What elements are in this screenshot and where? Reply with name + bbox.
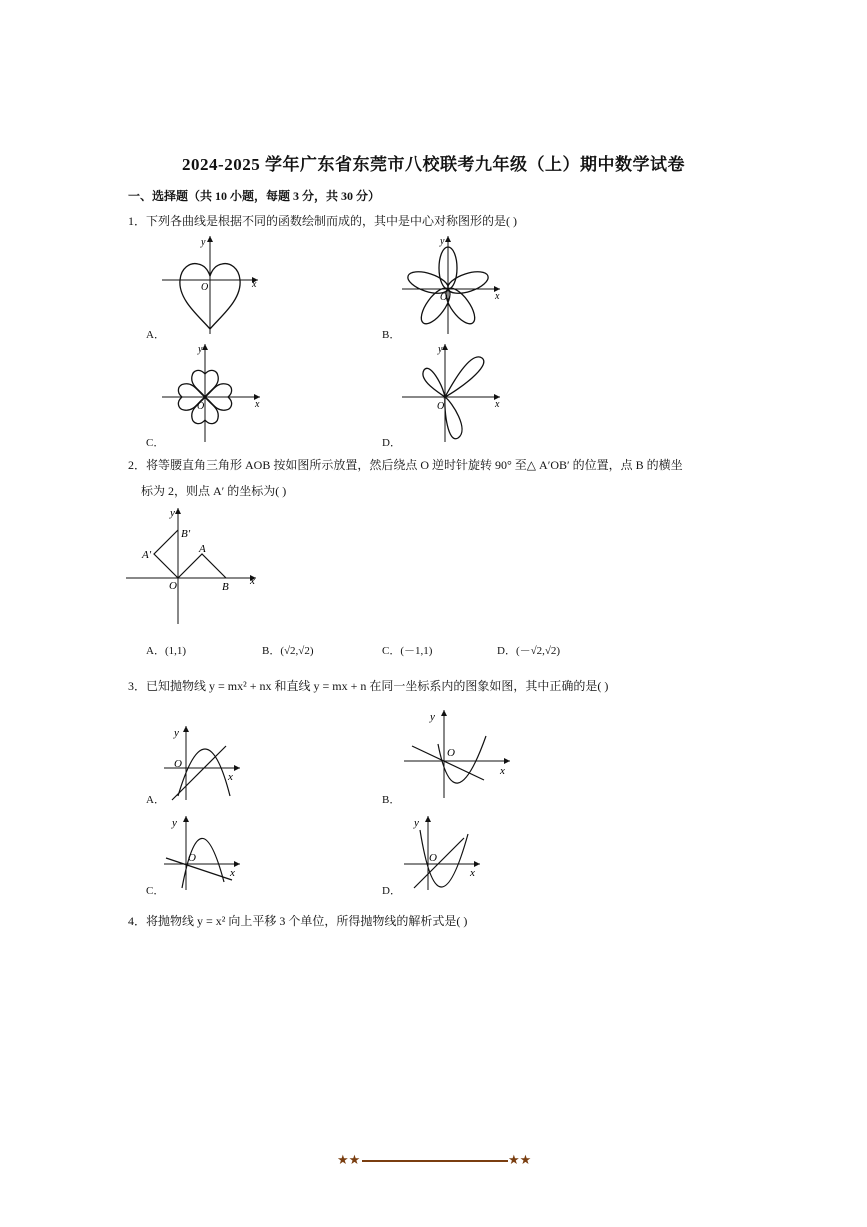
axis-x-label: x	[230, 867, 235, 879]
axis-x-label: x	[495, 399, 500, 410]
q2-option-c[interactable]: C．(－1,1)	[382, 645, 433, 657]
page-title: 2024-2025 学年广东省东莞市八校联考九年级（上）期中数学试卷	[182, 155, 685, 174]
axis-y-label: y	[201, 237, 206, 248]
question-3-text: 3．已知抛物线 y = mx² + nx 和直线 y = mx + n 在同一坐标系内的图象如图，其中正确的是( )	[128, 679, 609, 693]
axis-y-label: y	[430, 711, 435, 723]
axis-x-label: x	[252, 279, 257, 290]
axis-x-label: x	[250, 575, 255, 587]
q1-figure-d	[400, 340, 510, 445]
point-a-label: A	[199, 543, 206, 555]
axis-y-label: y	[172, 817, 177, 829]
axis-x-label: x	[255, 399, 260, 410]
q3-option-d[interactable]: D．	[382, 885, 401, 897]
q2-triangle-figure	[122, 504, 262, 629]
axis-y-label: y	[440, 236, 445, 247]
q1-option-b[interactable]: B．	[382, 329, 401, 341]
question-2-line-2: 标为 2，则点 A′ 的坐标为( )	[141, 484, 287, 498]
axis-y-label: y	[170, 507, 175, 519]
question-2-line-1: 2．将等腰直角三角形 AOB 按如图所示放置，然后绕点 O 逆时针旋转 90° 至△ A′OB′ 的位置，点 B 的横坐	[128, 458, 683, 472]
axis-y-label: y	[414, 817, 419, 829]
axis-origin-label: O	[174, 758, 182, 770]
footer-stars-left: ★★	[337, 1152, 361, 1167]
axis-origin-label: O	[429, 852, 437, 864]
footer-stars-right: ★★	[508, 1152, 532, 1167]
axis-y-label: y	[174, 727, 179, 739]
point-b-label: B	[222, 581, 229, 593]
axis-x-label: x	[500, 765, 505, 777]
q1-option-a[interactable]: A．	[146, 329, 165, 341]
question-1-text: 1．下列各曲线是根据不同的函数绘制而成的，其中是中心对称图形的是( )	[128, 214, 517, 228]
point-b-prime-label: B′	[181, 528, 191, 540]
q3-option-b[interactable]: B．	[382, 794, 401, 806]
axis-y-label: y	[438, 344, 443, 355]
axis-x-label: x	[228, 771, 233, 783]
q3-figure-d	[400, 812, 490, 892]
q2-option-d[interactable]: D．(－√2,√2)	[497, 645, 561, 657]
origin-label: O	[169, 580, 177, 592]
axis-origin-label: O	[197, 401, 205, 412]
axis-y-label: y	[198, 344, 203, 355]
question-4-text: 4．将抛物线 y = x² 向上平移 3 个单位，所得抛物线的解析式是( )	[128, 914, 468, 928]
axis-origin-label: O	[188, 852, 196, 864]
q3-option-c[interactable]: C．	[146, 885, 165, 897]
footer-divider	[362, 1160, 508, 1162]
axis-origin-label: O	[437, 401, 445, 412]
section-heading: 一、选择题（共 10 小题，每题 3 分，共 30 分）	[128, 189, 381, 203]
q2-option-a[interactable]: A．(1,1)	[146, 645, 187, 657]
q3-figure-c	[160, 812, 250, 892]
q1-option-c[interactable]: C．	[146, 437, 165, 449]
axis-origin-label: O	[447, 747, 455, 759]
q3-figure-a	[160, 722, 250, 802]
axis-x-label: x	[470, 867, 475, 879]
q1-figure-a	[160, 232, 270, 337]
q1-figure-b	[400, 232, 510, 337]
q3-option-a[interactable]: A．	[146, 794, 165, 806]
q1-option-d[interactable]: D．	[382, 437, 401, 449]
axis-x-label: x	[495, 291, 500, 302]
axis-origin-label: O	[440, 292, 448, 303]
q2-option-b[interactable]: B．(√2,√2)	[262, 645, 314, 657]
axis-origin-label: O	[201, 282, 209, 293]
q3-figure-b	[400, 706, 515, 801]
q1-figure-c	[160, 340, 270, 445]
point-a-prime-label: A′	[142, 549, 152, 561]
